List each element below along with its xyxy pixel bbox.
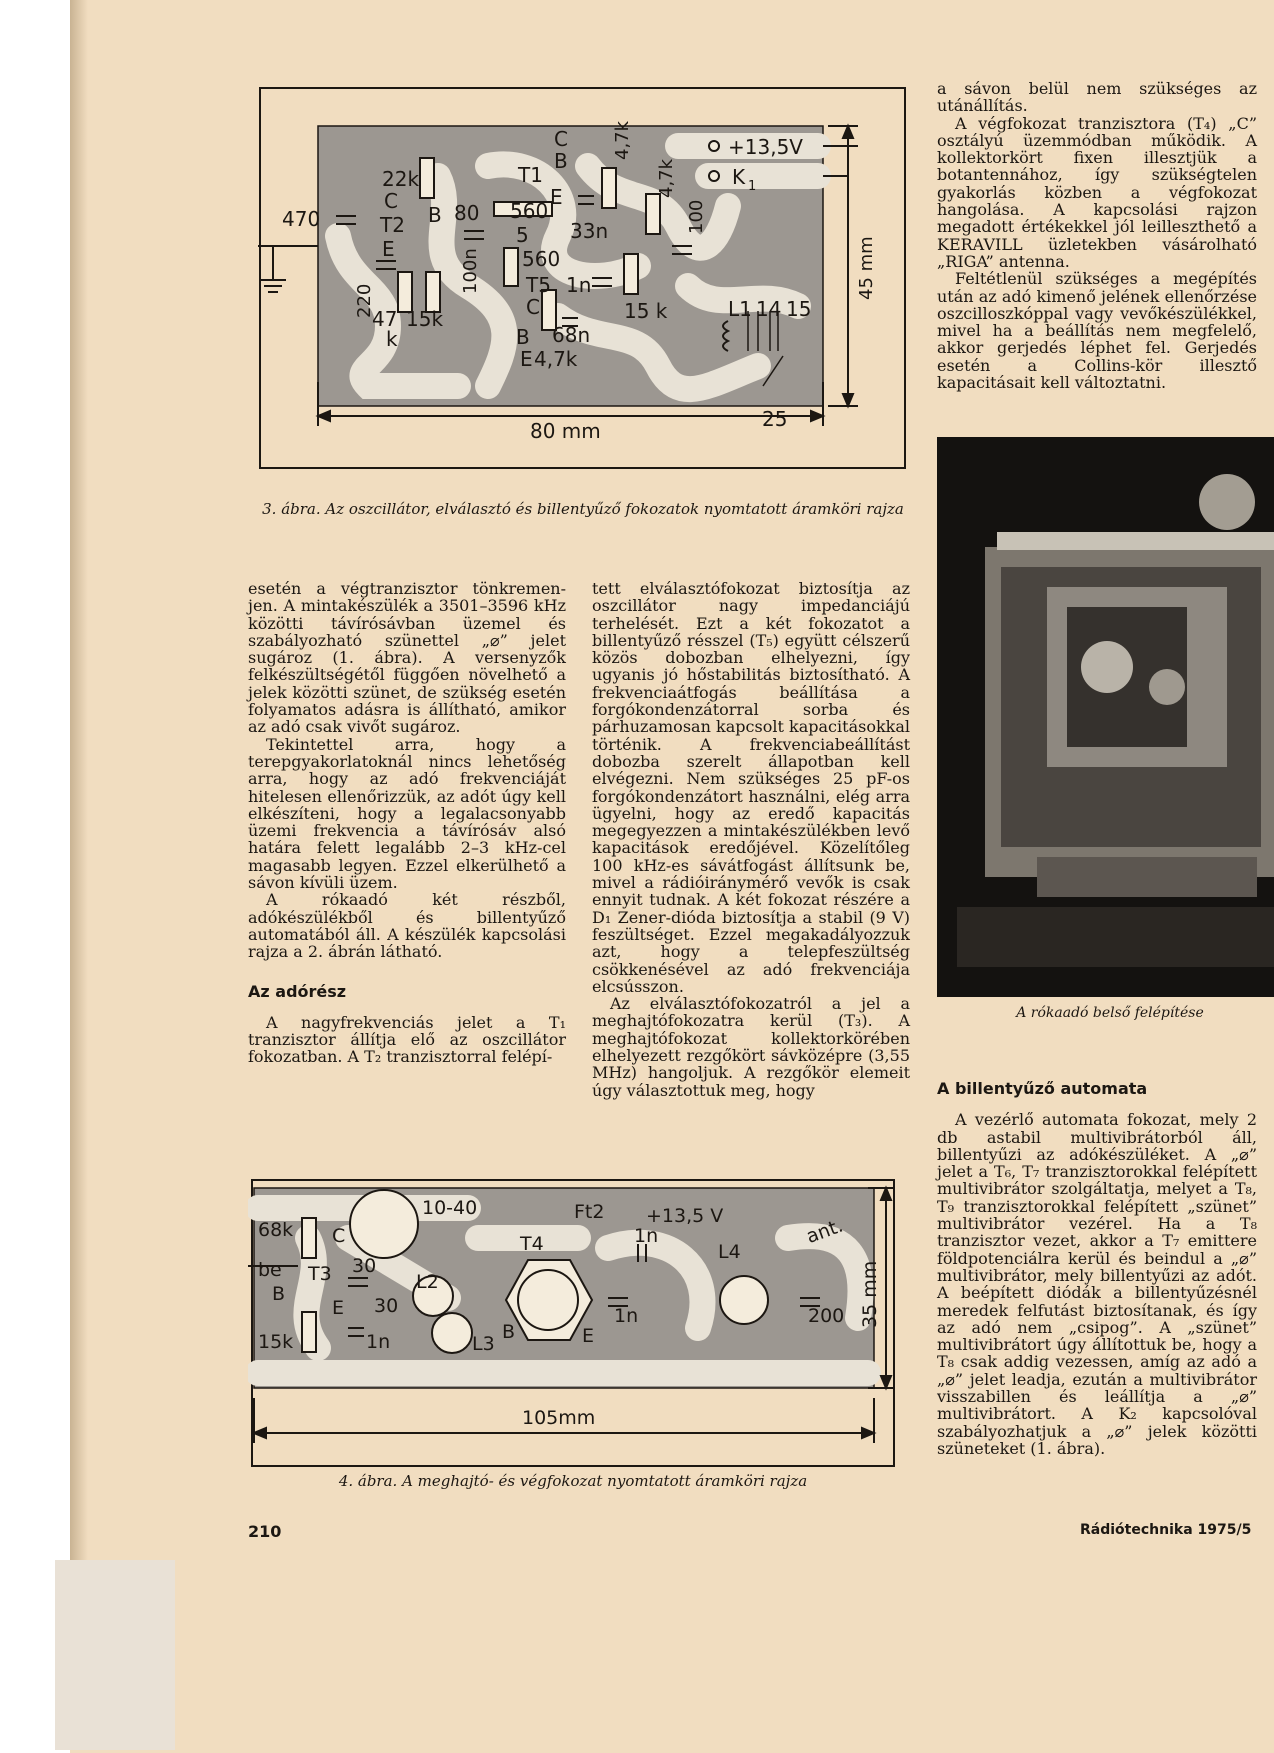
page-number: 210 [248,1522,282,1541]
journal-issue: Rádiótechnika 1975/5 [1080,1522,1252,1538]
label-r15k-a: 15k [406,307,444,331]
label-l3: L3 [472,1333,495,1355]
label-r15k: 15k [258,1331,294,1353]
label-c1n-a: 1n [366,1331,391,1353]
col3-paragraph-4: A vezérlő automata fokozat, mely 2 db astabil multivibrátorból áll, billentyűzi az adókészüléket. A „⌀” jelet a T₆, T₇ tranzisztorokkal felépített multivibrátor szolgáltatja, melyet a T₈, T₉ tranzisztorokkal felépített „szünet” multivibrátor vezérel. Ha a T₈ tranzisztor vezet, akkor a T₇ emittere földpotenciálra kerül és beindul a „⌀” multivibrátor, mely billentyűzi az adót. A beépített diódák a billentyűzésnél meredek felfutást biztosítanak, és így az adó nem „csipog”. A „szünet” multivibrátort úgy állítottuk be, hogy a T₈ csak addig vezessen, amíg az adó a „⌀” jelet leadja, ezután a multivibrátor visszabillen és leállítja a „⌀” multivibrátort. A K₂ kapcsolóval szabályozhatjuk a „⌀” jelek közötti szüneteket (1. ábra). [937,1110,1257,1458]
label-t4: T4 [520,1233,544,1255]
figure-4-pcb [248,1178,898,1468]
label-c1n-b: 1n [634,1225,659,1247]
label-t1-collector: C [554,127,568,151]
dimension-width-80mm: 80 mm [530,419,601,443]
label-t3-collector: C [332,1225,346,1247]
label-t2: T2 [380,213,405,237]
label-t5: T5 [526,273,551,297]
label-c470: 470 [282,207,321,231]
col2-paragraph-2: Az elválasztófokozatról a jel a meghajtófokozatra kerül (T₃). A meghajtófokozat kollektorkörében elhelyezett rezgőkört sávközépre (3,55 MHz) hangoljuk. A rezgőkör elemeit úgy választottuk meg, hogy [592,994,910,1100]
photo-caption: A rókaadó belső felépítése [1016,1005,1204,1021]
label-input-be: be [258,1259,282,1281]
label-c30: 30 [352,1255,377,1277]
label-l4: L4 [718,1241,741,1263]
figure-3-pcb [258,86,908,472]
binding-shadow [70,0,88,1600]
under-page-edge [55,1560,175,1750]
column-1 [248,580,566,1066]
label-k1: K [732,165,746,189]
label-t2-collector: C [384,189,398,213]
label-r47k-b: 4,7k [612,120,633,160]
dimension-height-45mm: 45 mm [856,236,877,300]
label-t4-emitter: E [582,1325,595,1347]
label-c1n: 1n [566,273,592,297]
label-ft2: Ft2 [574,1201,605,1223]
figure-4-caption: 4. ábra. A meghajtó- és végfokozat nyomtatott áramköri rajza [338,1472,808,1490]
label-t2-emitter: E [382,237,395,261]
label-t5-collector: C [526,295,540,319]
label-r15k-b: 15 k [624,299,668,323]
label-14: 14 [756,297,782,321]
label-t5-emitter: E [520,347,533,371]
section-heading-billentyuzo: A billentyűző automata [937,1079,1148,1098]
label-25: 25 [762,407,788,431]
label-c10-40: 10-40 [422,1197,478,1219]
label-r47k-c: 4,7k [656,158,677,198]
label-t3-emitter: E [332,1297,345,1319]
label-r22k: 22k [382,167,420,191]
column-3-top [937,80,1257,391]
label-c30-b: 30 [374,1295,399,1317]
label-t3-base: B [272,1283,286,1305]
label-r47k: 47 [372,307,398,331]
label-c200: 200 [808,1305,845,1327]
label-supply-4: +13,5 V [646,1205,724,1227]
label-r68k: 68k [258,1219,294,1241]
label-t1-base: B [554,149,568,173]
col1-paragraph-3: A rókaadó két részből, adókészülékből és billentyűző automatából áll. A készülék kapcsolási rajza a 2. ábrán látható. [248,890,566,962]
label-c100n: 100n [460,248,481,294]
col3-paragraph-3: Feltétlenül szükséges a megépítés után az adó kimenő jelének ellenőrzése oszcilloszkóppal vagy vevőkészülékkel, mivel ha a beállítás nem megfelelő, akkor gerjedés léphet fel. Gerjedés esetén a Collins-kör illesztő kapacitásait kell változtatni. [937,269,1257,393]
label-supply: +13,5V [728,135,803,159]
label-15: 15 [786,297,812,321]
label-k1-sub: 1 [748,179,757,194]
label-l2: L2 [416,1271,439,1293]
col3-paragraph-1: a sávon belül nem szükséges az utánállítás. [937,79,1257,116]
device-photo [937,437,1274,997]
label-r560b: 560 [522,247,561,271]
dimension-width-105mm: 105mm [522,1407,596,1429]
label-r560a: 560 [510,199,549,223]
label-t5-base: B [516,325,530,349]
label-c220: 220 [354,283,375,318]
label-c5: 5 [516,223,529,247]
col1-paragraph-4: A nagyfrekvenciás jelet a T₁ tranzisztor állítja elő az oszcillátor fokozatban. A T₂ tranzisztorral felépí- [248,1012,566,1067]
label-l1: L1 [728,297,752,321]
section-heading-adoresz: Az adórész [248,981,347,1001]
column-2 [592,580,910,1099]
label-t2-base: B [428,203,442,227]
label-r47k-unit: k [386,327,398,351]
dimension-height-35mm: 35 mm [859,1260,881,1328]
label-ant: ant. [803,1214,846,1248]
label-c1n-c: 1n [614,1305,639,1327]
label-c33n: 33n [570,219,609,243]
label-r47k-a: 4,7k [534,347,578,371]
col3-paragraph-2: A végfokozat tranzisztora (T₄) „C” osztályú üzemmódban működik. A kollektorkört fixen illesztjük a botantennához, így szükségtelen gyakorlás közben a végfokozat hangolása. A kapcsolási rajzon megadott értékekkel jól leilleszthető a KERAVILL üzletekben vásárolható „RIGA” antenna. [937,113,1257,271]
label-t1: T1 [518,163,543,187]
label-c100: 100 [686,199,707,234]
label-t1-emitter: E [550,185,563,209]
col1-paragraph-2: Tekintettel arra, hogy a terepgyakorlatoknál nincs lehetőség arra, hogy az adó frekvenciáját hitelesen ellenőrizzük, az adót úgy kell elkészíteni, hogy a legalacsonyabb üzemi frekvencia a távírósáv alsó határa felett legalább 2–3 kHz-cel magasabb legyen. Ezzel elkerülhető a sávon kívüli üzem. [248,734,566,893]
label-t3: T3 [308,1263,332,1285]
figure-3-caption: 3. ábra. Az oszcillátor, elválasztó és billentyűző fokozatok nyomtatott áramköri rajza [262,500,904,518]
column-3-bottom [937,1060,1257,1457]
col1-paragraph-1: esetén a végtranzisztor tönkremen-jen. A mintakészülék a 3501–3596 kHz közötti távírósávban üzemel és szabályozható szünettel „⌀” jelet sugároz (1. ábra). A versenyzők felkészültségétől függően növelhető a jelek közötti szünet, de szükség esetén folyamatos adásra is állítható, amikor az adó csak vivőt sugároz. [248,579,566,737]
label-c68n: 68n [552,323,591,347]
col2-paragraph-1: tett elválasztófokozat biztosítja az oszcillátor nagy impedanciájú terhelését. Ezt a két fokozatot a billentyűző résszel (T₅) együtt célszerű közös dobozban elhelyezni, így ugyanis jó hőstabilitás biztosítható. A frekvenciaátfogás beállítása a forgókondenzátorral sorba és párhuzamosan kapcsolt kapacitásokkal történik. A frekvenciabeállítást dobozba szerelt állapotban kell elvégezni. Nem szükséges 25 pF-os forgókondenzátort használni, elég arra ügyelni, hogy az eredő kapacitás megegyezzen a mintakészülékben levő kapacitások eredőjével. Közelítőleg 100 kHz-es sávátfogást állítsunk be, mivel a rádióiránymérő vevők is csak ennyit tudnak. A két fokozat részére a D₁ Zener-dióda biztosítja a stabil (9 V) feszültséget. Ezzel megakadályozzuk azt, hogy a telepfeszültség csökkenésével az adó frekvenciája elcsússzon. [592,579,910,996]
label-c80: 80 [454,201,480,225]
label-t4-base: B [502,1321,516,1343]
